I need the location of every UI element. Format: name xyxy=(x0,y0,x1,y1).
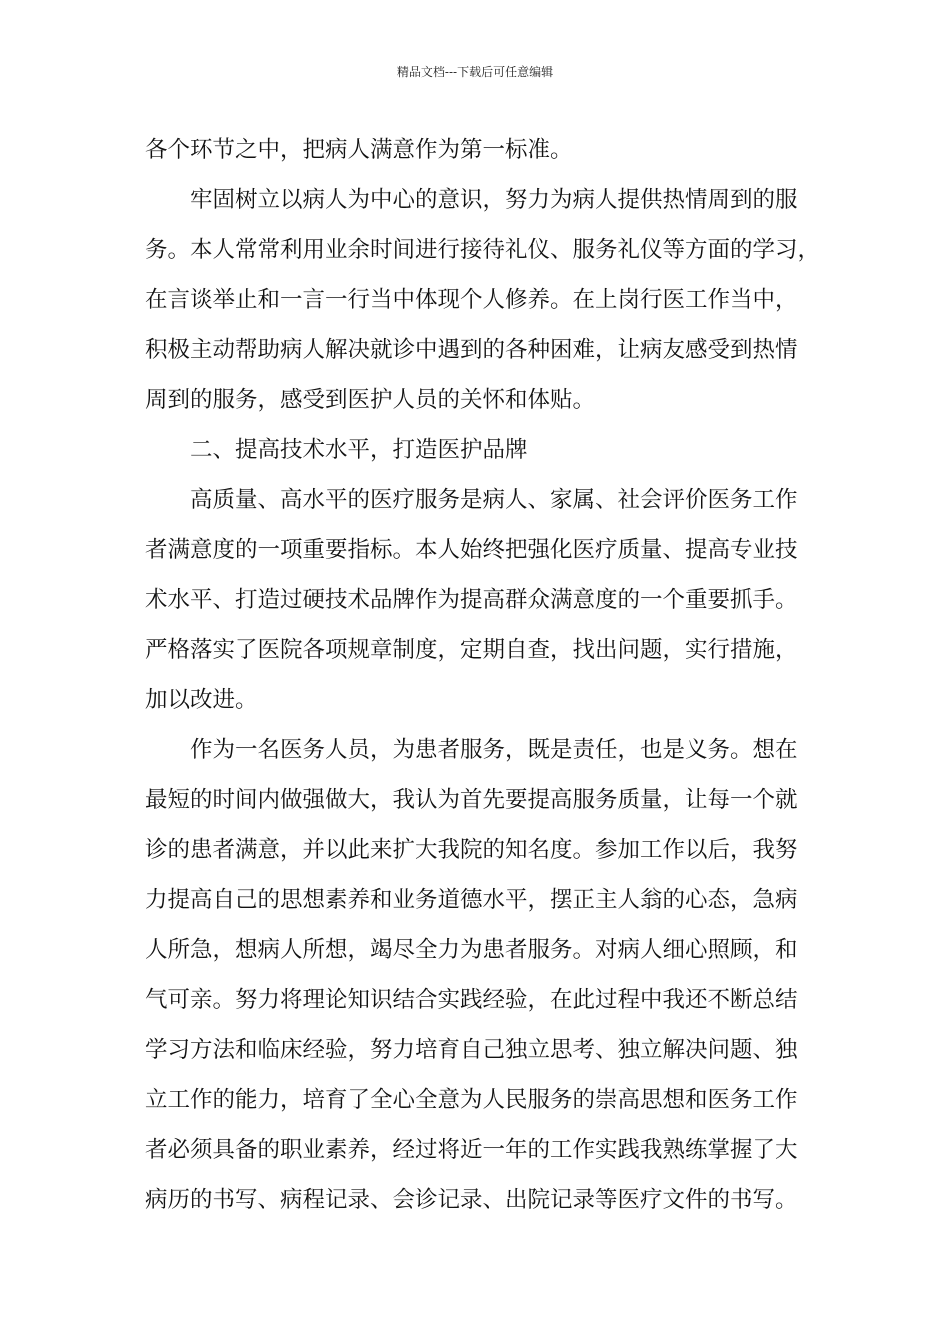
text-line: 最短的时间内做强做大，我认为首先要提高服务质量，让每一个就 xyxy=(145,787,798,813)
text-line: 者必须具备的职业素养，经过将近一年的工作实践我熟练掌握了大 xyxy=(145,1137,798,1163)
text-line: 立工作的能力，培育了全心全意为人民服务的崇高思想和医务工作 xyxy=(145,1087,798,1113)
text-line: 气可亲。努力将理论知识结合实践经验，在此过程中我还不断总结 xyxy=(145,987,798,1013)
text-line: 务。本人常常利用业余时间进行接待礼仪、服务礼仪等方面的学习， xyxy=(145,237,821,263)
text-line: 学习方法和临床经验，努力培育自己独立思考、独立解决问题、独 xyxy=(145,1037,798,1063)
text-line: 各个环节之中，把病人满意作为第一标准。 xyxy=(145,137,573,163)
text-line: 积极主动帮助病人解决就诊中遇到的各种困难，让病友感受到热情 xyxy=(145,337,798,363)
page-header: 精品文档---下载后可任意编辑 xyxy=(396,65,554,79)
text-line: 力提高自己的思想素养和业务道德水平，摆正主人翁的心态，急病 xyxy=(145,887,798,913)
paragraph-start-line: 作为一名医务人员，为患者服务，既是责任，也是义务。想在 xyxy=(190,737,798,763)
text-line: 诊的患者满意，并以此来扩大我院的知名度。参加工作以后，我努 xyxy=(145,837,798,863)
text-line: 在言谈举止和一言一行当中体现个人修养。在上岗行医工作当中， xyxy=(145,287,798,313)
paragraph-start-line: 高质量、高水平的医疗服务是病人、家属、社会评价医务工作 xyxy=(190,487,798,513)
paragraph-start-line: 牢固树立以病人为中心的意识，努力为病人提供热情周到的服 xyxy=(190,187,798,213)
text-line: 加以改进。 xyxy=(145,687,258,713)
text-line: 周到的服务，感受到医护人员的关怀和体贴。 xyxy=(145,387,596,413)
text-line: 人所急，想病人所想，竭尽全力为患者服务。对病人细心照顾，和 xyxy=(145,937,798,963)
section-heading: 二、提高技术水平，打造医护品牌 xyxy=(190,437,528,463)
text-line: 病历的书写、病程记录、会诊记录、出院记录等医疗文件的书写。 xyxy=(145,1187,798,1213)
document-body xyxy=(145,125,825,1225)
text-line: 者满意度的一项重要指标。本人始终把强化医疗质量、提高专业技 xyxy=(145,537,798,563)
text-line: 严格落实了医院各项规章制度，定期自查，找出问题，实行措施， xyxy=(145,637,798,663)
text-line: 术水平、打造过硬技术品牌作为提高群众满意度的一个重要抓手。 xyxy=(145,587,798,613)
